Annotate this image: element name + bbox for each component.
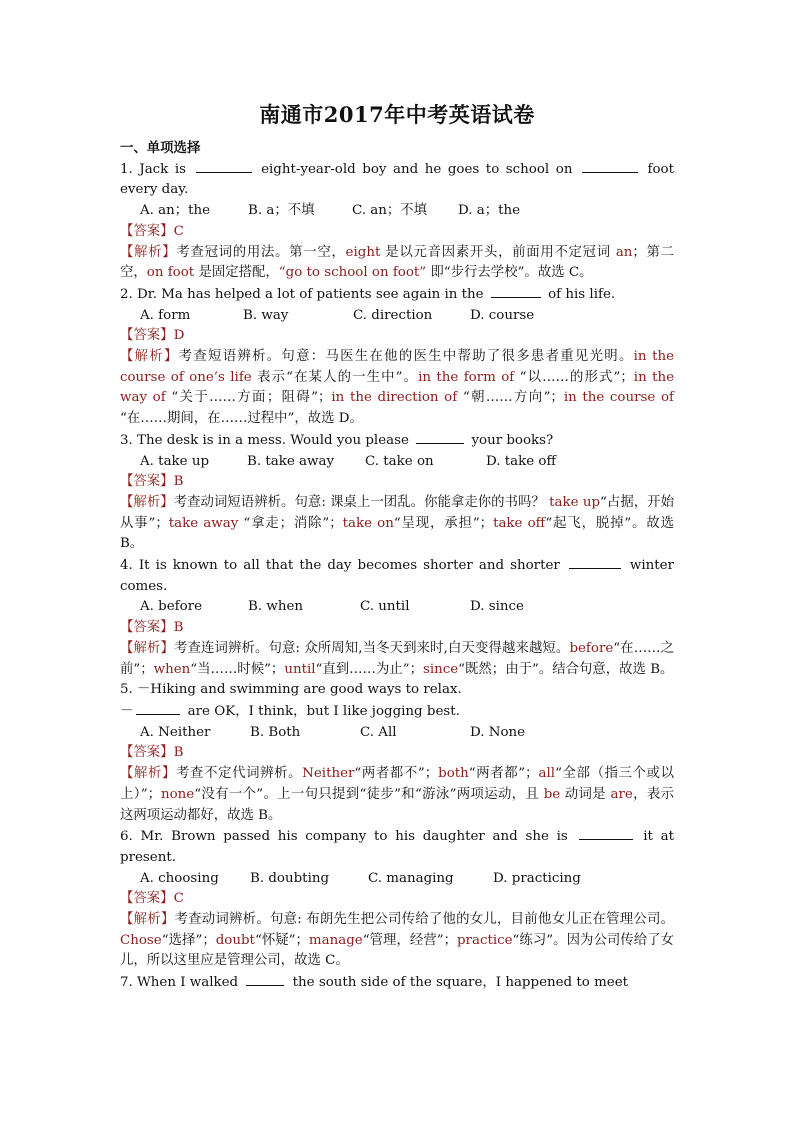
analysis-text: 是固定搭配， [194, 265, 279, 281]
question-stem [120, 826, 674, 868]
analysis-tag: 【解析】 [120, 494, 174, 510]
question-4 [120, 555, 674, 680]
stem-text: － [120, 703, 134, 719]
analysis-keyword: before [569, 640, 614, 656]
analysis-text: ，表示这两项运动都好，故选 B。 [120, 786, 674, 823]
analysis-text: “起飞，脱掉”。故选 B。 [120, 515, 675, 552]
analysis-tag: 【解析】 [120, 640, 174, 656]
analysis-keyword: on foot [146, 265, 195, 281]
option-d: D. course [470, 307, 535, 323]
analysis-keyword: both [438, 766, 469, 782]
answer-line [120, 472, 674, 493]
answer-blank [491, 284, 541, 298]
analysis-keyword: none [160, 786, 195, 802]
stem-text: it at present. [120, 829, 674, 865]
option-b: B. doubting [250, 870, 330, 886]
stem-text: of his life. [543, 286, 616, 302]
analysis-text: “在……期间，在……过程中”，故选 D。 [120, 411, 363, 427]
analysis-text: “两者都”； [468, 766, 539, 782]
analysis-text: “朝……方向”； [457, 390, 564, 406]
option-row [120, 869, 674, 890]
option-b: B. Both [250, 724, 301, 740]
analysis-keyword: when [153, 661, 191, 677]
option-row [120, 723, 674, 744]
question-5 [120, 680, 674, 826]
section-heading: 一、单项选择 [120, 140, 201, 156]
option-row [120, 201, 674, 222]
analysis-text: “在……之前”； [120, 640, 675, 677]
analysis-tag: 【解析】 [120, 349, 179, 365]
question-stem [120, 555, 674, 597]
analysis-keyword: since [422, 661, 459, 677]
stem-text: 3. The desk is in a mess. Would you please [120, 432, 414, 448]
analysis-keyword: “go to school on foot” [278, 265, 427, 281]
q7-text-a: 7. When I walked [120, 975, 243, 991]
option-b: B. take away [247, 453, 335, 469]
analysis-keyword: take away [168, 515, 239, 531]
stem-text: foot every day. [120, 161, 674, 198]
answer-tag: 【答案】 [120, 328, 174, 344]
option-a: A. form [140, 307, 191, 323]
question-stem-reply [120, 701, 674, 723]
analysis-line [120, 910, 674, 972]
answer-value: B [173, 620, 184, 636]
question-3 [120, 430, 674, 555]
analysis-text: “以……的形式”； [514, 369, 634, 385]
answer-line [120, 743, 674, 764]
analysis-text: 是以元音因素开头，前面用不定冠词 [380, 244, 616, 260]
option-b: B. when [248, 599, 303, 615]
analysis-text: “占据，开始从事”； [120, 494, 674, 531]
option-d: D. a；the [458, 203, 521, 219]
analysis-text: 考查连词辨析。句意: 众所周知,当冬天到来时,白天变得越来越短。 [173, 640, 570, 656]
analysis-keyword: in the direction of [331, 390, 458, 406]
analysis-text: “选择”； [161, 932, 216, 948]
answer-blank [416, 430, 464, 444]
stem-text: 5. －Hiking and swimming are good ways to relax. [120, 682, 462, 698]
stem-text: 4. It is known to all that the day becomes shorter and shorter [120, 558, 566, 574]
analysis-text: 即“步行去学校”。故选 C。 [426, 265, 593, 281]
analysis-keyword: are [610, 786, 633, 802]
analysis-text: 表示“在某人的一生中”。 [251, 369, 419, 385]
analysis-tag: 【解析】 [120, 244, 177, 260]
analysis-keyword: all [538, 766, 556, 782]
answer-value: D [173, 328, 185, 344]
question-6 [120, 826, 674, 972]
analysis-text: 考查冠词的用法。第一空， [176, 244, 346, 260]
question-stem [120, 284, 674, 306]
analysis-keyword: be [543, 786, 561, 802]
analysis-line [120, 243, 674, 284]
analysis-keyword: in the form of [418, 369, 515, 385]
q7-text-b: the south side of the square，I happened to meet [288, 975, 628, 991]
analysis-text: “既然；由于”。结合句意，故选 B。 [458, 661, 674, 677]
answer-tag: 【答案】 [120, 223, 174, 239]
stem-text: winter comes. [120, 558, 674, 594]
option-a: A. an；the [140, 203, 211, 219]
analysis-text: “怀疑”； [254, 932, 309, 948]
analysis-text: “当……时候”； [190, 661, 285, 677]
answer-blank [136, 701, 180, 715]
answer-blank [579, 826, 633, 840]
option-c: C. until [360, 599, 410, 615]
analysis-text: “直到……为止”； [315, 661, 423, 677]
answer-tag: 【答案】 [120, 620, 174, 636]
stem-text: eight-year-old boy and he goes to school on [254, 161, 579, 177]
question-1 [120, 159, 674, 284]
option-row [120, 452, 674, 473]
question-stem [120, 680, 674, 701]
option-c: C. All [360, 724, 397, 740]
answer-line [120, 222, 674, 243]
answer-tag: 【答案】 [120, 474, 174, 490]
analysis-keyword: until [284, 661, 316, 677]
stem-text: your books? [467, 432, 554, 448]
analysis-keyword: take on [342, 515, 394, 531]
analysis-keyword: an [615, 244, 633, 260]
analysis-text: “练习”。因为公司传给了女儿，所以这里应是管理公司，故选 C。 [120, 932, 674, 969]
analysis-keyword: in the course of [563, 390, 674, 406]
stem-text: 2. Dr. Ma has helped a lot of patients see again in the [120, 286, 488, 302]
option-d: D. None [470, 724, 526, 740]
option-d: D. since [470, 599, 524, 615]
analysis-line [120, 764, 674, 826]
option-d: D. practicing [493, 870, 581, 886]
answer-value: B [173, 474, 184, 490]
answer-value: C [173, 891, 184, 907]
analysis-text: “没有一个”。上一句只提到“徒步”和“游泳”两项运动，且 [194, 786, 544, 802]
answer-tag: 【答案】 [120, 891, 174, 907]
option-row [120, 597, 674, 618]
question-stem [120, 159, 674, 201]
option-a: A. choosing [140, 870, 219, 886]
answer-line [120, 326, 674, 347]
answer-blank [196, 159, 252, 173]
analysis-keyword: practice [456, 932, 513, 948]
option-c: C. an；不填 [352, 203, 428, 219]
option-a: A. before [140, 599, 203, 615]
analysis-line [120, 493, 674, 555]
question-7-stem [120, 972, 674, 994]
analysis-text: 考查不定代词辨析。 [176, 766, 303, 782]
answer-line [120, 618, 674, 639]
analysis-keyword: take off [493, 515, 546, 531]
analysis-text: ；第二空， [120, 244, 675, 281]
option-a: A. take up [140, 453, 210, 469]
analysis-keyword: in the course of one’s life [120, 349, 675, 385]
answer-value: C [173, 223, 184, 239]
analysis-text: “关于……方面；阻碍”； [165, 390, 332, 406]
answer-value: B [173, 745, 184, 761]
stem-text: are OK，I think，but I like jogging best. [183, 703, 460, 719]
analysis-text: 考查动词短语辨析。句意: 课桌上一团乱。你能拿走你的书吗？ [173, 494, 550, 510]
option-row [120, 306, 674, 327]
stem-text: 6. Mr. Brown passed his company to his daughter and she is [120, 829, 576, 845]
analysis-tag: 【解析】 [120, 766, 177, 782]
option-c: C. take on [365, 453, 434, 469]
answer-blank [246, 972, 284, 986]
option-c: C. managing [368, 870, 454, 886]
analysis-text: 考查短语辨析。句意：马医生在他的医生中帮助了很多患者重见光明。 [178, 349, 634, 365]
analysis-text: “全部（指三个或以上）”； [120, 766, 675, 802]
page-title: 南通市2017年中考英语试卷 [259, 102, 535, 127]
option-c: C. direction [353, 307, 433, 323]
analysis-keyword: eight [345, 244, 381, 260]
analysis-keyword: manage [308, 932, 363, 948]
analysis-text: “呈现，承担”； [393, 515, 494, 531]
analysis-keyword: doubt [215, 932, 255, 948]
analysis-text: “拿走；消除”； [238, 515, 343, 531]
analysis-keyword: take up [549, 494, 601, 510]
analysis-keyword: Chose [120, 932, 162, 948]
exam-page [120, 100, 674, 994]
analysis-keyword: Neither [302, 766, 355, 782]
stem-text: 1. Jack is [120, 161, 193, 177]
analysis-line [120, 639, 674, 680]
analysis-tag: 【解析】 [120, 912, 175, 928]
analysis-text: “两者都不”； [354, 766, 439, 782]
analysis-text: 考查动词辨析。句意: 布朗先生把公司传给了他的女儿，目前他女儿正在管理公司。 [174, 912, 675, 928]
answer-blank [582, 159, 638, 173]
option-b: B. way [243, 307, 289, 323]
analysis-text: “管理，经营”； [362, 932, 457, 948]
option-b: B. a；不填 [248, 203, 315, 219]
option-a: A. Neither [140, 724, 211, 740]
analysis-line [120, 347, 674, 430]
analysis-text: 动词是 [560, 786, 611, 802]
option-d: D. take off [486, 453, 557, 469]
answer-blank [569, 555, 621, 569]
question-stem [120, 430, 674, 452]
question-2 [120, 284, 674, 430]
analysis-keyword: in the way of [120, 369, 674, 406]
answer-line [120, 889, 674, 910]
question-list [120, 159, 674, 972]
answer-tag: 【答案】 [120, 745, 174, 761]
